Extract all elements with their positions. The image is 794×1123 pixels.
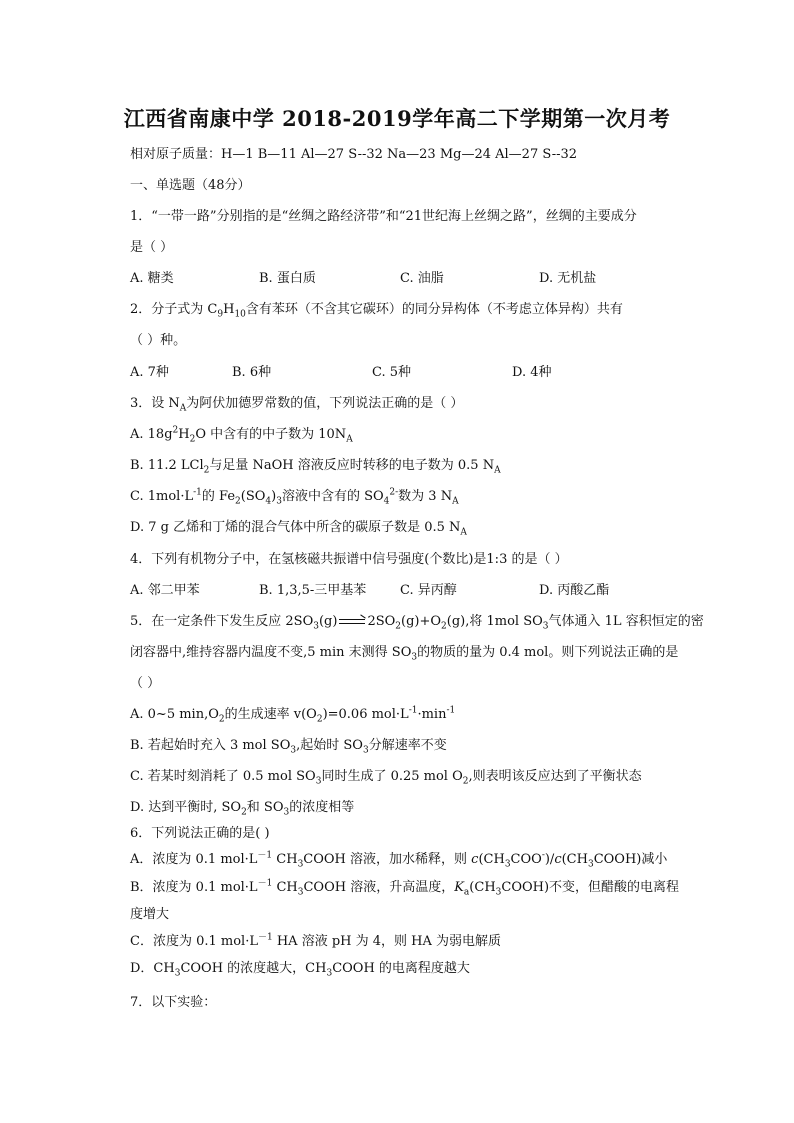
- q6-option-c: C．浓度为 0.1 $mol\cdot L^{-1}$ HA 溶液 pH 为 4，则 HA 为弱电解质: [130, 932, 502, 949]
- q6-option-b-cont: 度增大: [130, 907, 170, 922]
- q1-option-a: A. 糖类: [130, 271, 174, 286]
- q2-option-b: B. 6种: [232, 365, 272, 380]
- q7-stem: 7．以下实验：: [130, 995, 217, 1010]
- q3-option-b: B. 11.2 LCl$_2$与足量 NaOH 溶液反应时转移的电子数为 0.5 $N_A$: [130, 458, 501, 476]
- q5-stem-cont: 闭容器中,维持容器内温度不变,5 min 末测得 $SO_3$的物质的量为 0.4 mol。则下列说法正确的是: [130, 645, 679, 663]
- q4-option-b: B. 1,3,5-三甲基苯: [259, 583, 367, 598]
- q1-option-c: C. 油脂: [400, 271, 444, 286]
- equilibrium-arrow-icon: [339, 618, 365, 626]
- q5-option-d: D. 达到平衡时, $SO_2$和 $SO_3$的浓度相等: [130, 800, 355, 818]
- page-title: 江西省南康中学 2018-2019学年高二下学期第一次月考: [123, 106, 671, 131]
- q6-option-a: A．浓度为 0.1 $mol\cdot L^{-1}$ $CH_3COOH$ 溶液，加水稀释，则 $c(CH_3COO^-)/c(CH_3COOH)$减小: [130, 850, 668, 870]
- q4-option-c: C. 异丙醇: [400, 583, 457, 598]
- q1-option-b: B. 蛋白质: [259, 271, 316, 286]
- q3-option-a: A. $18g^2H_2O$ 中含有的中子数为 $10N_A$: [130, 425, 353, 445]
- section-heading: 一、单选题（48分）: [130, 178, 251, 193]
- q6-stem: 6．下列说法正确的是( ): [130, 826, 270, 841]
- q6-option-b: B．浓度为 0.1 $mol\cdot L^{-1}$ $CH_3COOH$ 溶液，升高温度，$K_a(CH_3COOH)$不变，但醋酸的电离程: [130, 878, 680, 898]
- q2-option-d: D. 4种: [512, 365, 552, 380]
- q3-option-c: C. $1mol\cdot L^{-1}$的 $Fe_2(SO_4)_3$溶液中含有的 $SO_4^{2-}$数为 3 $N_A$: [130, 487, 459, 507]
- q3-option-d: D. 7 g 乙烯和丁烯的混合气体中所含的碳原子数是 0.5 $N_A$: [130, 520, 467, 538]
- q2-stem-cont: （ ）种。: [130, 333, 187, 348]
- q1-stem: 1．“一带一路”分别指的是“丝绸之路经济带”和“21世纪海上丝绸之路”，丝绸的主要成分: [130, 209, 637, 224]
- q1-option-d: D. 无机盐: [539, 271, 597, 286]
- q5-option-c: C. 若某时刻消耗了 0.5 mol $SO_3$同时生成了 0.25 mol $O_2$,则表明该反应达到了平衡状态: [130, 769, 642, 787]
- q2-stem: 2．分子式为 $C_9H_{10}$含有苯环（不含其它碳环）的同分异构体（不考虑立体异构）共有: [130, 302, 623, 320]
- q4-option-a: A. 邻二甲苯: [130, 583, 200, 598]
- q5-option-b: B. 若起始时充入 3 mol $SO_3$,起始时 $SO_3$分解速率不变: [130, 738, 447, 756]
- q5-option-a: A. 0~5 $\min,O_2$的生成速率 $v(O_2)=0.06$ $mol\cdot L^{-1}\cdot\min^{-1}$: [130, 705, 456, 725]
- q5-stem-blank: （ ）: [130, 676, 161, 691]
- q6-option-d: D．$CH_3COOH$ 的浓度越大，$CH_3COOH$ 的电离程度越大: [130, 961, 470, 979]
- q3-stem: 3．设 $N_A$为阿伏加德罗常数的值，下列说法正确的是（ ）: [130, 396, 464, 414]
- q5-stem: 5．在一定条件下发生反应 $2SO_3(g)$ $2SO_2(g)+O_2(g)$,将 1mol $SO_3$气体通入 1L 容积恒定的密: [130, 614, 704, 632]
- q2-option-a: A. 7种: [130, 365, 169, 380]
- q2-option-c: C. 5种: [372, 365, 412, 380]
- q1-stem-cont: 是（ ）: [130, 240, 174, 255]
- q4-option-d: D. 丙酸乙酯: [539, 583, 610, 598]
- atomic-mass-line: 相对原子质量：H—1 B—11 Al—27 S--32 Na—23 Mg—24 Al—27 S--32: [130, 147, 578, 162]
- q4-stem: 4．下列有机物分子中，在氢核磁共振谱中信号强度(个数比)是1:3 的是（ ）: [130, 552, 568, 567]
